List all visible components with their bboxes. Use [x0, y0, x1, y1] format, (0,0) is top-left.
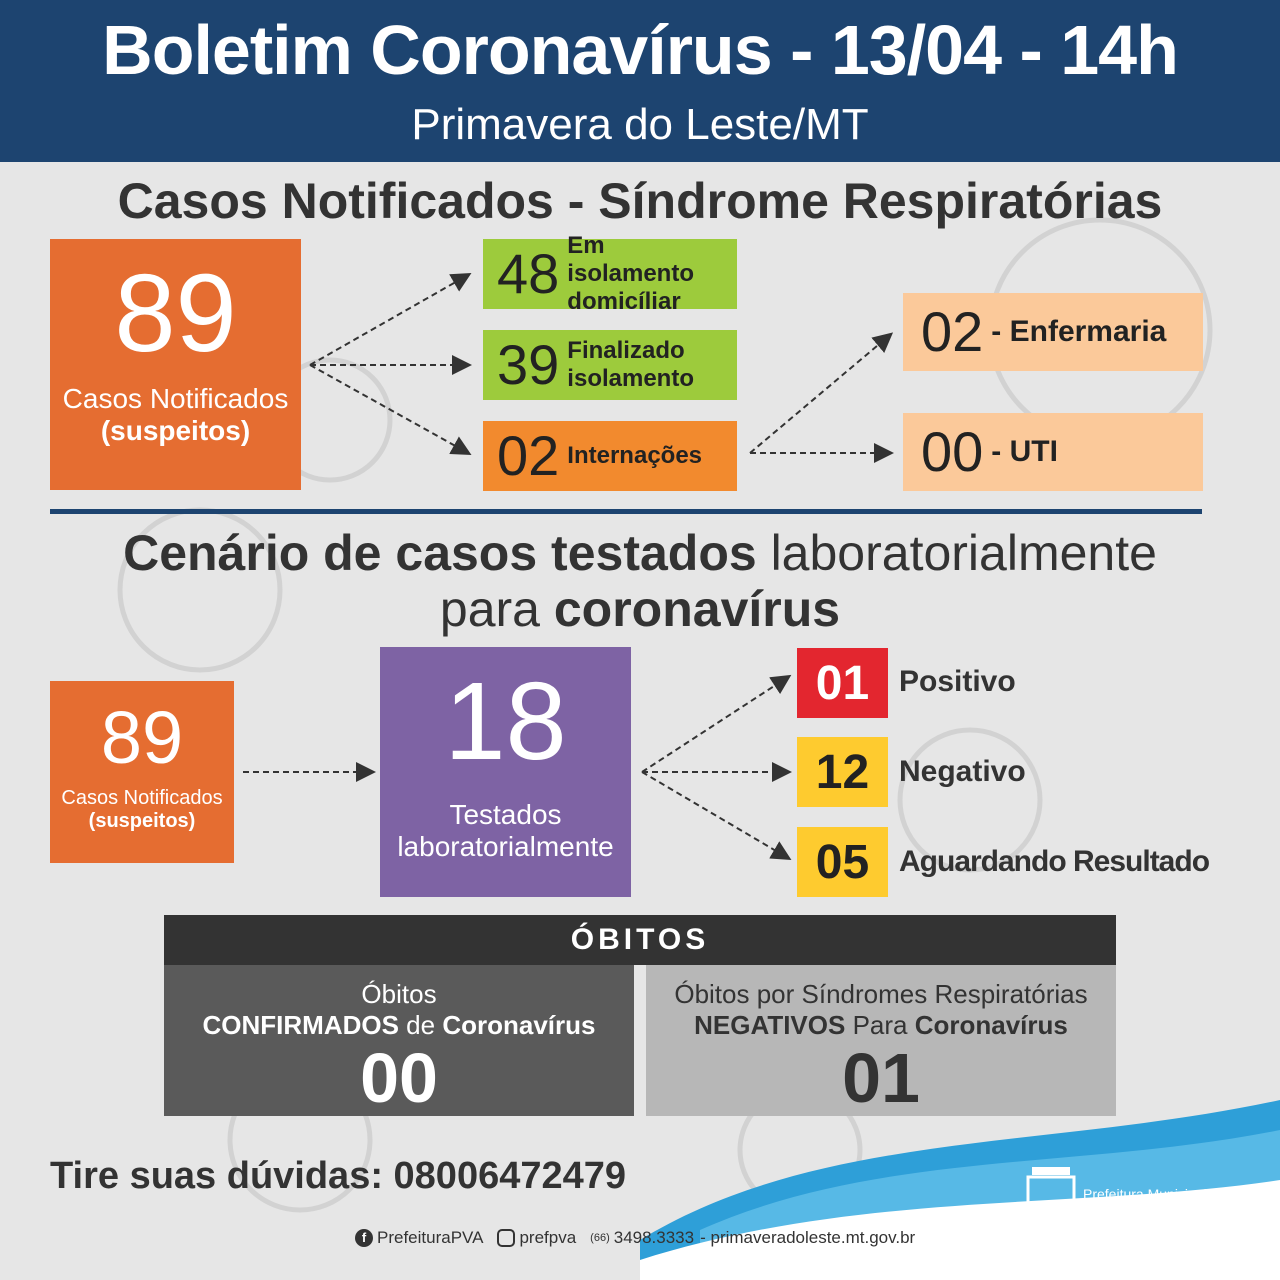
ward-value: 02: [921, 300, 984, 363]
deaths-confirmed-line1: Óbitos: [361, 979, 437, 1009]
notified-cases-sublabel: (suspeitos): [100, 415, 251, 446]
deaths-header: ÓBITOS: [164, 915, 1116, 965]
city-logo-text: [1083, 1186, 1262, 1220]
social-links: [355, 1228, 915, 1248]
city-crest-icon: [1022, 1163, 1080, 1243]
deaths-negative-end: Coronavírus: [914, 1010, 1068, 1040]
deaths-confirmed-end: Coronavírus: [442, 1010, 596, 1040]
notified-cases-value: 89: [114, 252, 237, 375]
arrow-to-pending: [642, 772, 788, 858]
pending-value: 05: [815, 835, 870, 889]
logo-line2: PRIMAVERA DO LESTE: [1083, 1202, 1262, 1219]
tested-value: 18: [444, 660, 567, 783]
city-subtitle: Primavera do Leste/MT: [411, 100, 869, 149]
icu-label: - UTI: [991, 435, 1058, 468]
negative-label: Negativo: [899, 755, 1026, 788]
help-phone: Tire suas dúvidas: 08006472479: [50, 1155, 627, 1197]
deaths-confirmed-mid: de: [406, 1010, 436, 1040]
tested-title2-bold: coronavírus: [553, 581, 841, 637]
notified-cases-box-2: [50, 681, 234, 863]
deaths-confirmed-value: 00: [360, 1039, 438, 1117]
deaths-negative-line1: Óbitos por Síndromes Respiratórias: [674, 979, 1088, 1009]
isolation-label-2: domicíliar: [567, 288, 681, 315]
logo-line1: Prefeitura Municipal de: [1083, 1186, 1227, 1202]
section-divider: [50, 509, 1202, 514]
tested-title-bold: Cenário de casos testados: [123, 525, 757, 581]
isolation-value: 48: [497, 242, 560, 305]
tested-label-1: Testados: [449, 799, 562, 830]
deaths-negative-bold: NEGATIVOS: [694, 1010, 846, 1040]
ward-label: - Enfermaria: [991, 315, 1167, 348]
finished-label-1: Finalizado: [567, 337, 685, 364]
tested-title2-normal: para: [439, 581, 540, 637]
deaths-negative-value: 01: [842, 1039, 920, 1117]
deaths-confirmed-bold: CONFIRMADOS: [202, 1010, 399, 1040]
tested-label-2: laboratorialmente: [397, 831, 614, 862]
notified2-sublabel: (suspeitos): [88, 810, 196, 832]
isolation-label-1: Em isolamento: [567, 232, 694, 287]
positive-box: [797, 648, 888, 718]
arrow-to-hospitalized: [310, 365, 468, 453]
positive-value: 01: [815, 656, 870, 710]
facebook-handle[interactable]: PrefeituraPVA: [377, 1228, 484, 1247]
negative-value: 12: [815, 745, 870, 799]
instagram-icon: [497, 1229, 515, 1247]
pending-label: Aguardando Resultado: [899, 845, 1210, 878]
city-phone: 3498.3333: [613, 1228, 695, 1247]
notified2-value: 89: [100, 696, 184, 779]
positive-label: Positivo: [899, 665, 1016, 698]
finished-value: 39: [497, 333, 560, 396]
section-tested-title: [0, 525, 1280, 637]
facebook-icon: f: [355, 1229, 373, 1247]
instagram-handle[interactable]: prefpva: [519, 1228, 577, 1247]
arrow-to-ward: [750, 335, 890, 453]
arrow-to-isolation: [310, 275, 468, 365]
hospitalized-value: 02: [497, 424, 560, 487]
notified-cases-label: Casos Notificados: [62, 383, 289, 414]
negative-box: [797, 737, 888, 807]
tested-box: [380, 647, 631, 897]
notified2-label: Casos Notificados: [61, 787, 223, 809]
hospitalized-label: Internações: [567, 442, 703, 469]
pending-box: [797, 827, 888, 897]
website-link[interactable]: - primaveradoleste.mt.gov.br: [700, 1228, 916, 1247]
tested-title-normal: laboratorialmente: [770, 525, 1157, 581]
deaths-negative-mid: Para: [852, 1010, 908, 1040]
arrow-to-positive: [642, 677, 788, 772]
phone-area-code: (66): [590, 1232, 610, 1244]
section-notified-title: Casos Notificados - Síndrome Respiratórias: [117, 173, 1163, 229]
finished-label-2: isolamento: [567, 365, 694, 392]
bulletin-title: Boletim Coronavírus - 13/04 - 14h: [102, 11, 1178, 89]
icu-value: 00: [921, 420, 984, 483]
